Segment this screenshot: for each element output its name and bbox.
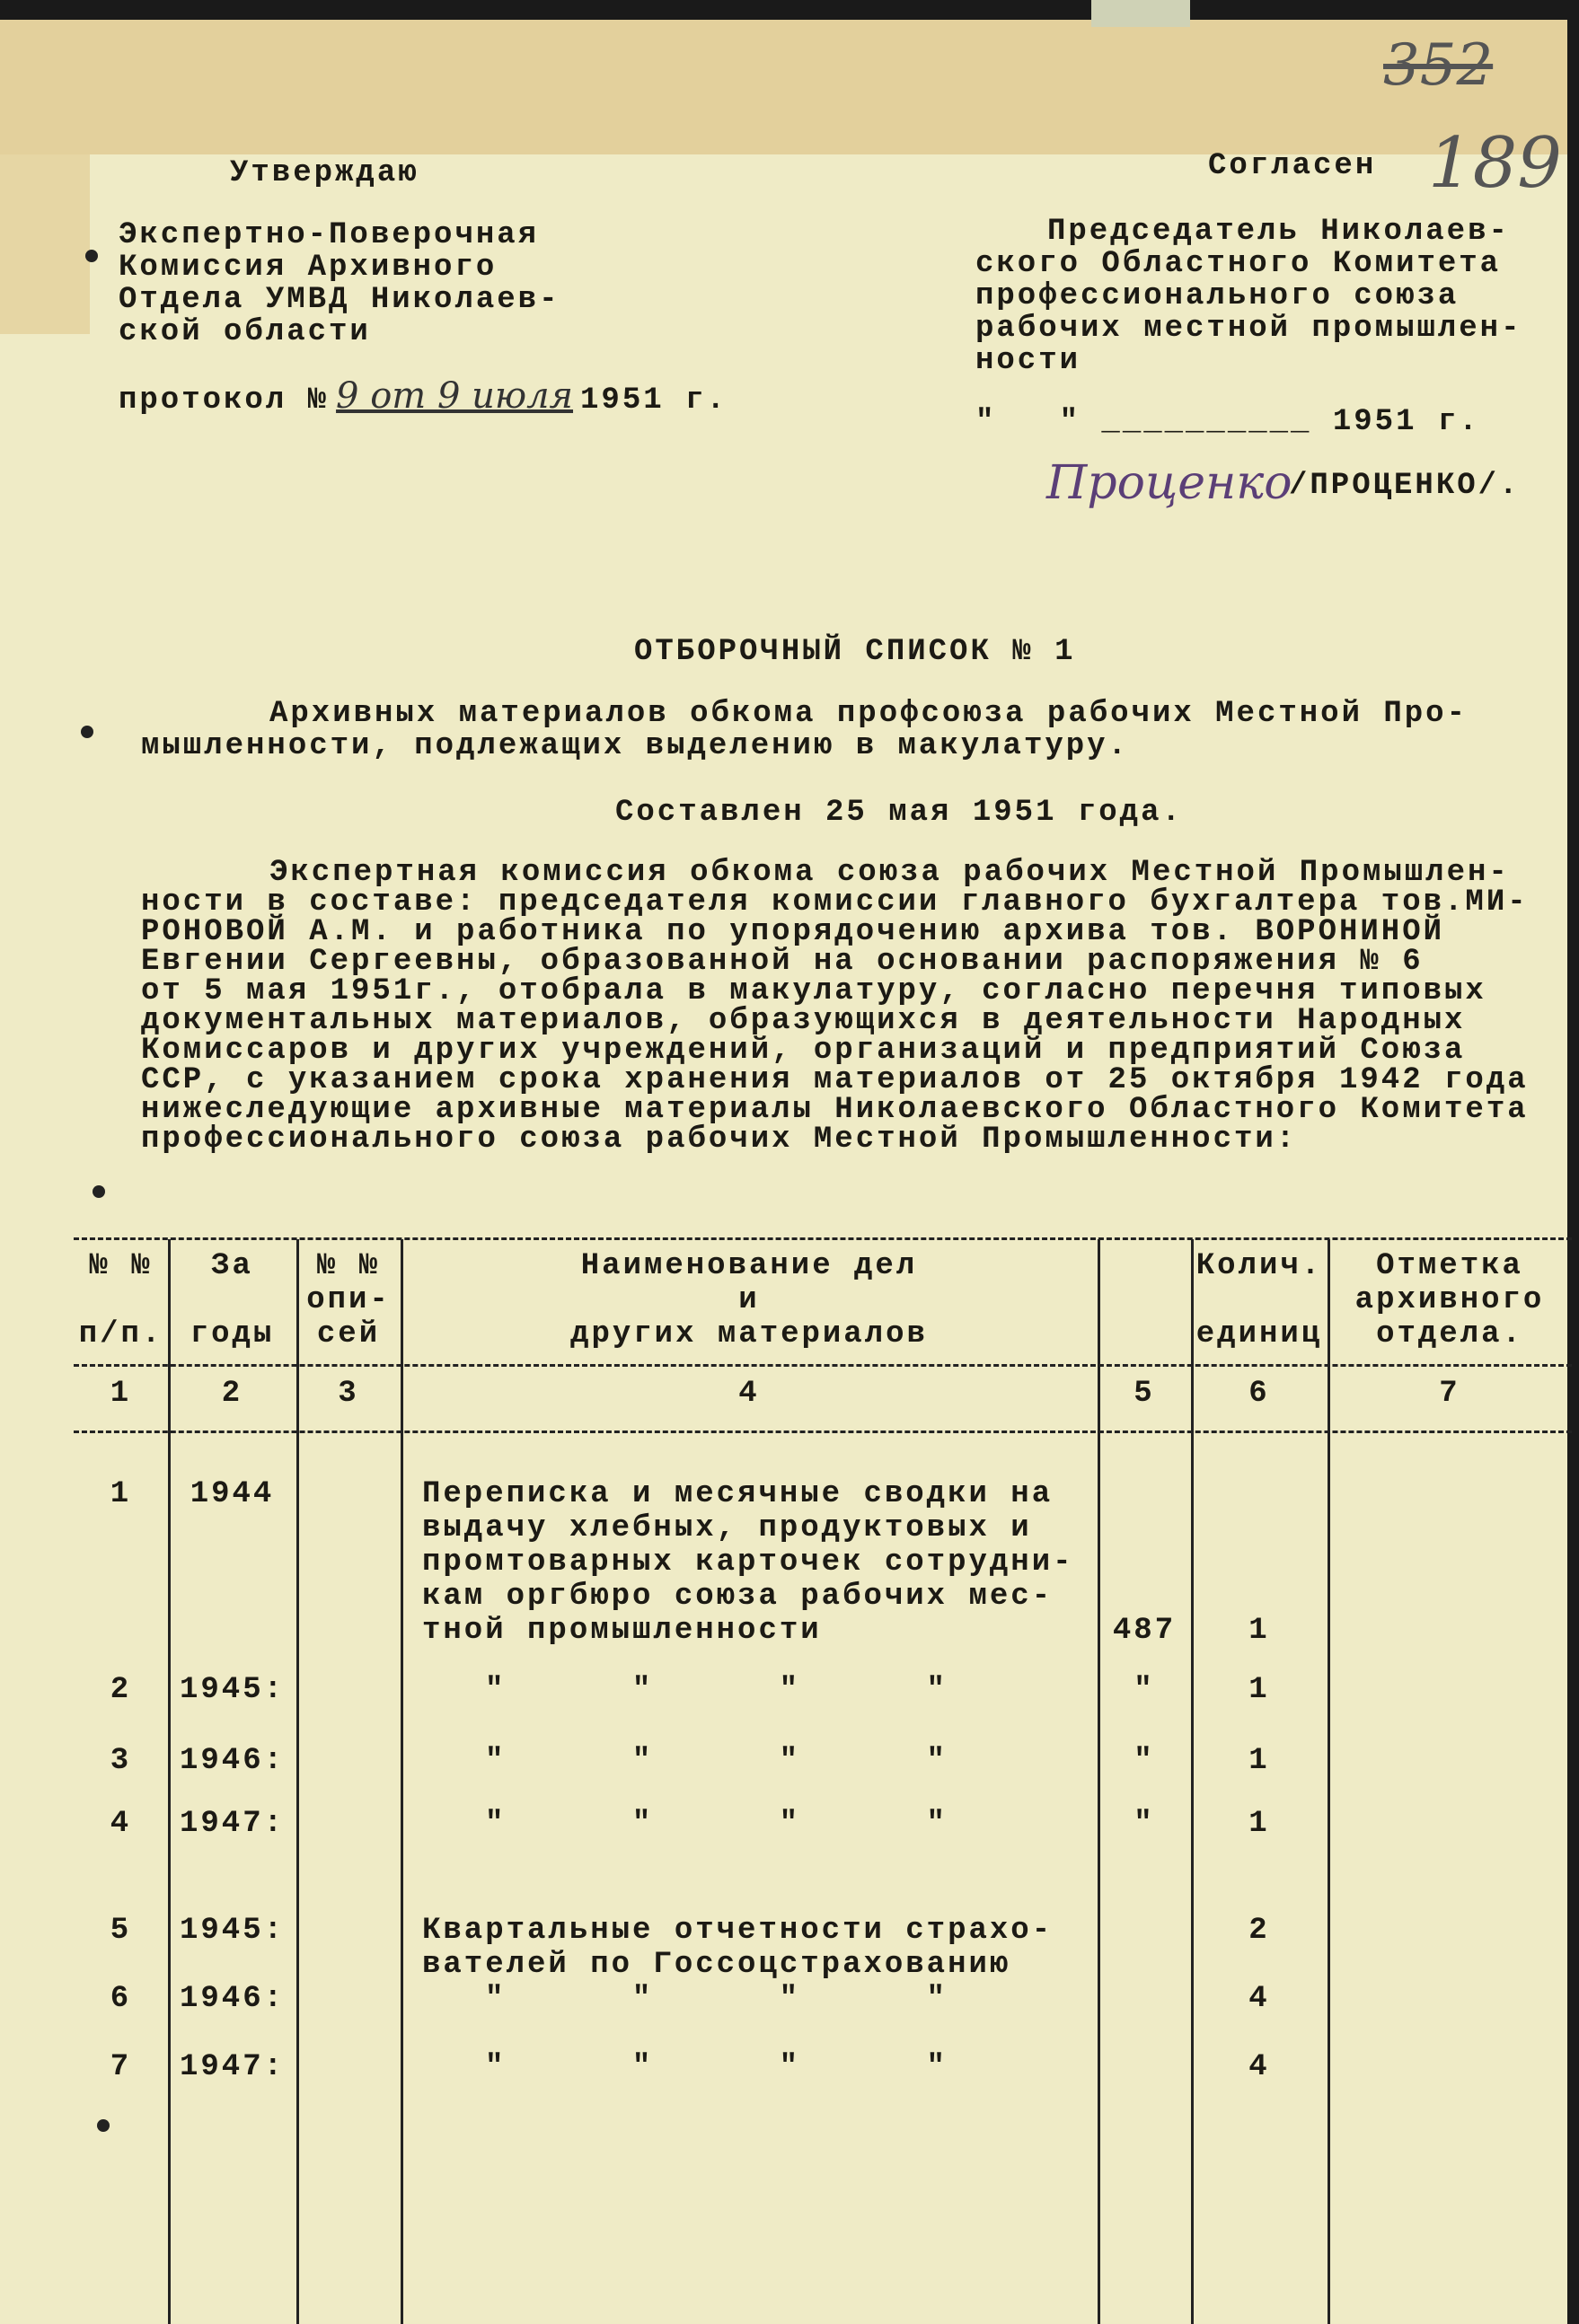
- row-number: 3: [110, 1744, 132, 1778]
- table-header-cell: опи-: [306, 1283, 391, 1317]
- signatory-name: /ПРОЦЕНКО/.: [1289, 469, 1521, 503]
- approval-right-line: ности: [975, 344, 1081, 378]
- protocol-prefix: протокол №: [119, 383, 330, 418]
- row-year: 1946:: [179, 1744, 286, 1778]
- binding-hole: [81, 726, 93, 738]
- table-header-cell: п/п.: [78, 1317, 163, 1351]
- row-col5: ": [1134, 1673, 1155, 1707]
- table-header-cell: годы: [190, 1317, 275, 1351]
- row-number: 6: [110, 1982, 132, 2016]
- body-line: Евгении Сергеевны, образованной на основании распоряжения № 6: [141, 945, 1424, 979]
- approval-right-title: Согласен: [1208, 149, 1377, 183]
- row-name-line: " " " ": [485, 1673, 948, 1707]
- column-number: 5: [1134, 1377, 1155, 1411]
- approval-date-line: " " __________ 1951 г.: [975, 405, 1480, 439]
- row-name-line: выдачу хлебных, продуктовых и: [422, 1511, 1032, 1545]
- binding-hole: [97, 2119, 110, 2132]
- table-header-cell: сей: [316, 1317, 381, 1351]
- table-header-cell: отдела.: [1376, 1317, 1523, 1351]
- body-line: РОНОВОЙ А.М. и работника по упорядочению архива тов. ВОРОНИНОЙ: [141, 915, 1445, 949]
- document-title: ОТБОРОЧНЫЙ СПИСОК № 1: [634, 635, 1076, 669]
- table-header-cell: № №: [89, 1249, 153, 1283]
- paper-fold-edge: [0, 154, 90, 334]
- row-name-line: промтоварных карточек сотрудни-: [422, 1545, 1074, 1580]
- row-col5: ": [1134, 1744, 1155, 1778]
- signature: Проценко: [1046, 456, 1292, 510]
- row-quantity: 1: [1248, 1614, 1270, 1648]
- approval-left-title: Утверждаю: [230, 156, 419, 190]
- row-year: 1945:: [179, 1914, 286, 1948]
- approval-right-line: Председатель Николаев-: [1047, 215, 1510, 249]
- row-col5: ": [1134, 1807, 1155, 1841]
- body-line: ности в составе: председателя комиссии главного бухгалтера тов.МИ-: [141, 885, 1529, 920]
- body-line: Комиссаров и других учреждений, организаций и предприятий Союза: [141, 1034, 1466, 1068]
- protocol-year: 1951 г.: [580, 383, 728, 418]
- column-number: 4: [738, 1377, 760, 1411]
- paper-fold-band: [0, 20, 1567, 154]
- column-number: 1: [110, 1377, 132, 1411]
- subtitle-line: мышленности, подлежащих выделению в макулатуру.: [141, 729, 1129, 763]
- table-header-cell: Наименование дел: [580, 1249, 918, 1283]
- row-name-line: " " " ": [485, 1982, 948, 2016]
- row-number: 1: [110, 1477, 132, 1511]
- subtitle-line: Архивных материалов обкома профсоюза рабочих Местной Про-: [269, 697, 1468, 731]
- row-quantity: 1: [1248, 1807, 1270, 1841]
- binding-hole: [93, 1185, 105, 1198]
- approval-right-line: рабочих местной промышлен-: [975, 312, 1522, 346]
- paper-tab: [1091, 0, 1190, 27]
- row-name-line: кам оргбюро союза рабочих мес-: [422, 1580, 1054, 1614]
- approval-left-line: ской области: [119, 315, 371, 349]
- row-quantity: 1: [1248, 1673, 1270, 1707]
- column-number: 3: [338, 1377, 359, 1411]
- body-line: профессионального союза рабочих Местной Промышленности:: [141, 1122, 1298, 1157]
- table-header-cell: Отметка: [1376, 1249, 1523, 1283]
- column-number: 7: [1439, 1377, 1460, 1411]
- row-col5: 487: [1112, 1614, 1177, 1648]
- column-number: 2: [221, 1377, 243, 1411]
- approval-left-line: Комиссия Архивного: [119, 251, 498, 285]
- protocol-line: [119, 375, 728, 418]
- approval-left-line: Экспертно-Поверочная: [119, 218, 540, 252]
- column-number: 6: [1248, 1377, 1270, 1411]
- body-line: нижеследующие архивные материалы Николаевского Областного Комитета: [141, 1093, 1529, 1127]
- body-line: от 5 мая 1951г., отобрала в макулатуру, согласно перечня типовых: [141, 974, 1486, 1008]
- table-header-cell: Колич.: [1195, 1249, 1323, 1283]
- row-name-line: " " " ": [485, 1807, 948, 1841]
- row-quantity: 2: [1248, 1914, 1270, 1948]
- row-quantity: 4: [1248, 1982, 1270, 2016]
- row-year: 1947:: [179, 1807, 286, 1841]
- compiled-date: Составлен 25 мая 1951 года.: [615, 796, 1183, 830]
- old-sheet-number: 352: [1383, 32, 1494, 99]
- approval-right-line: ского Областного Комитета: [975, 247, 1502, 281]
- table-header-cell: единиц: [1195, 1317, 1323, 1351]
- row-quantity: 4: [1248, 2050, 1270, 2084]
- row-name-line: " " " ": [485, 2050, 948, 2084]
- row-year: 1945:: [179, 1673, 286, 1707]
- row-quantity: 1: [1248, 1744, 1270, 1778]
- row-name-line: Квартальные отчетности страхо-: [422, 1914, 1054, 1948]
- row-year: 1947:: [179, 2050, 286, 2084]
- table-header-cell: архивного: [1354, 1283, 1545, 1317]
- body-line: Экспертная комиссия обкома союза рабочих Местной Промышлен-: [269, 856, 1510, 890]
- row-number: 5: [110, 1914, 132, 1948]
- approval-left-line: Отдела УМВД Николаев-: [119, 283, 560, 317]
- row-number: 7: [110, 2050, 132, 2084]
- row-name-line: Переписка и месячные сводки на: [422, 1477, 1054, 1511]
- protocol-handwritten: 9 от 9 июля: [336, 375, 574, 417]
- row-name-line: тной промышленности: [422, 1614, 822, 1648]
- sheet-number: 189: [1428, 123, 1562, 204]
- binding-hole: [85, 250, 98, 262]
- table-header-cell: других материалов: [570, 1317, 928, 1351]
- row-number: 4: [110, 1807, 132, 1841]
- table-header-cell: За: [211, 1249, 253, 1283]
- approval-right-line: профессионального союза: [975, 279, 1460, 313]
- table-header-cell: и: [738, 1283, 760, 1317]
- row-year: 1944: [190, 1477, 275, 1511]
- row-name-line: вателей по Госсоцстрахованию: [422, 1948, 1011, 1982]
- row-number: 2: [110, 1673, 132, 1707]
- body-line: ССР, с указанием срока хранения материалов от 25 октября 1942 года: [141, 1063, 1529, 1097]
- body-line: документальных материалов, образующихся в деятельности Народных: [141, 1004, 1466, 1038]
- table-header-cell: № №: [316, 1249, 381, 1283]
- row-year: 1946:: [179, 1982, 286, 2016]
- row-name-line: " " " ": [485, 1744, 948, 1778]
